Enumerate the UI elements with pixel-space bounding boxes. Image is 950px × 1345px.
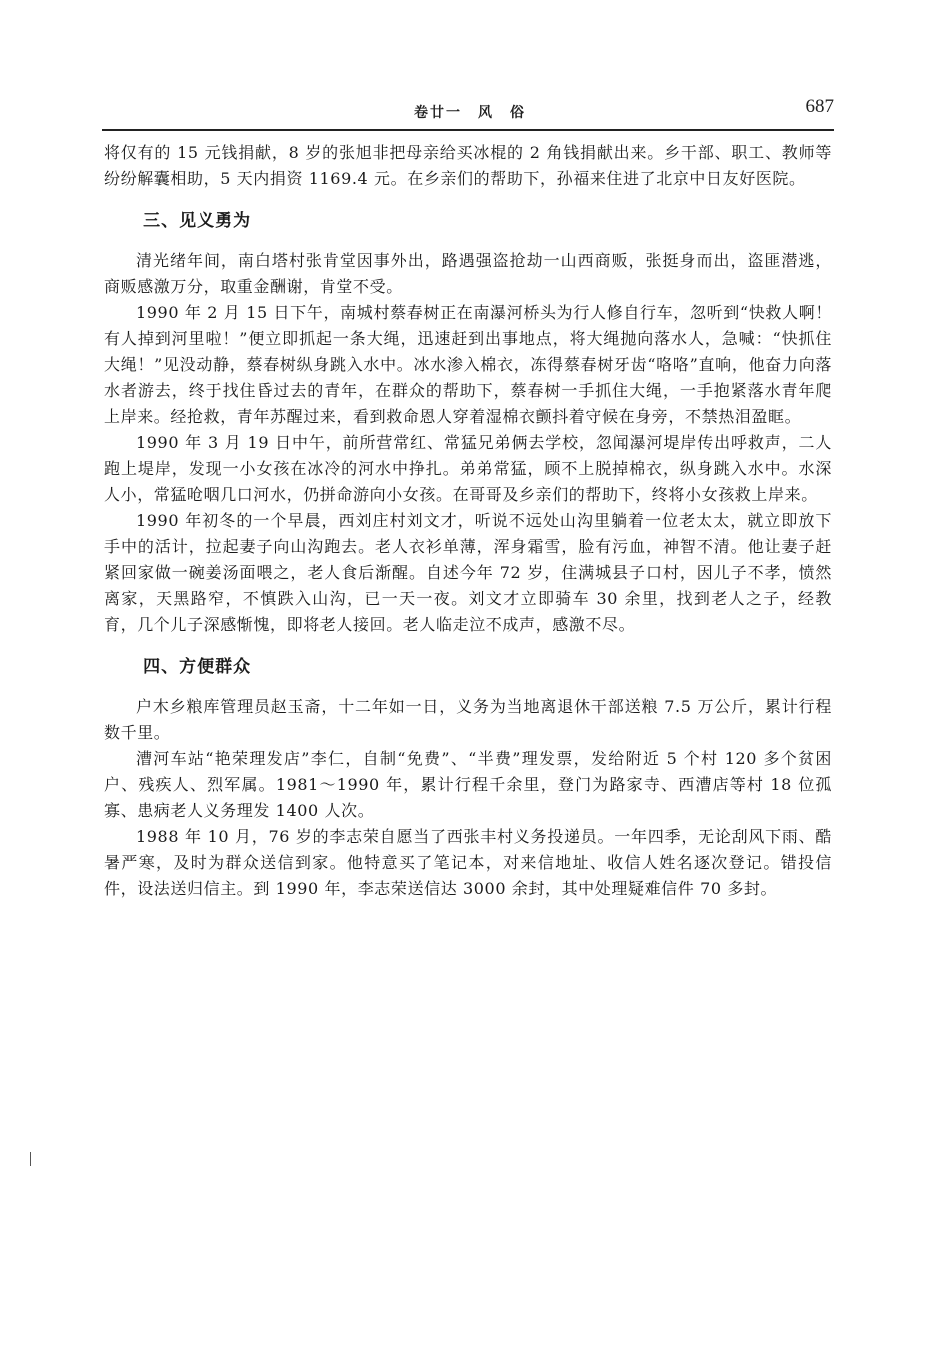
section-heading-3: 三、见义勇为: [143, 211, 252, 231]
running-header: [104, 96, 834, 126]
section3-paragraph-1: 清光绪年间，南白塔村张肯堂因事外出，路遇强盗抢劫一山西商贩，张挺身而出，盗匪潜逃，商贩感激万分，取重金酬谢，肯堂不受。: [104, 251, 832, 296]
section3-paragraph-3: 1990 年 3 月 19 日中午，前所营常红、常猛兄弟俩去学校，忽闻瀑河堤岸传出呼救声，二人跑上堤岸，发现一小女孩在冰冷的河水中挣扎。弟弟常猛，顾不上脱掉棉衣，纵身跳入水中。水深人小，常猛呛咽几口河水，仍拼命游向小女孩。在哥哥及乡亲们的帮助下，终将小女孩救上岸来。: [104, 433, 832, 504]
header-rule: [102, 129, 834, 131]
running-title: 卷廿一 风 俗: [414, 105, 526, 121]
body-text: [104, 140, 832, 902]
section3-paragraph-4: 1990 年初冬的一个早晨，西刘庄村刘文才，听说不远处山沟里躺着一位老太太，就立即放下手中的活计，拉起妻子向山沟跑去。老人衣衫单薄，浑身霜雪，脸有污血，神智不清。他让妻子赶紧回家做一碗姜汤面喂之，老人食后渐醒。自述今年 72 岁，住满城县子口村，因儿子不孝，愤然离家，天黑路窄，不慎跌入山沟，已一天一夜。刘文才立即骑车 30 余里，找到老人之子，经教育，几个儿子深感惭愧，即将老人接回。老人临走泣不成声，感激不尽。: [104, 511, 832, 634]
section4-paragraph-3: 1988 年 10 月，76 岁的李志荣自愿当了西张丰村义务投递员。一年四季，无论刮风下雨、酷暑严寒，及时为群众送信到家。他特意买了笔记本，对来信地址、收信人姓名逐次登记。错投信件，设法送归信主。到 1990 年，李志荣送信达 3000 余封，其中处理疑难信件 70 多封。: [104, 827, 832, 898]
section-heading-4: 四、方便群众: [143, 657, 252, 677]
page-number: 687: [805, 96, 834, 117]
continuation-paragraph: 将仅有的 15 元钱捐献，8 岁的张旭非把母亲给买冰棍的 2 角钱捐献出来。乡干部、职工、教师等纷纷解囊相助，5 天内捐资 1169.4 元。在乡亲们的帮助下，孙福来住进了北京中日友好医院。: [104, 143, 832, 188]
scan-margin-mark: [30, 1152, 31, 1166]
section4-paragraph-2: 漕河车站“艳荣理发店”李仁，自制“免费”、“半费”理发票，发给附近 5 个村 120 多个贫困户、残疾人、烈军属。1981～1990 年，累计行程千余里，登门为路家寺、西漕店等村 18 位孤寡、患病老人义务理发 1400 人次。: [104, 749, 832, 820]
section4-paragraph-1: 户木乡粮库管理员赵玉斋，十二年如一日，义务为当地离退休干部送粮 7.5 万公斤，累计行程数千里。: [104, 697, 832, 742]
section3-paragraph-2: 1990 年 2 月 15 日下午，南城村蔡春树正在南瀑河桥头为行人修自行车，忽听到“快救人啊！有人掉到河里啦！”便立即抓起一条大绳，迅速赶到出事地点，将大绳抛向落水人，急喊：“快抓住大绳！”见没动静，蔡春树纵身跳入水中。冰水渗入棉衣，冻得蔡春树牙齿“咯咯”直响，他奋力向落水者游去，终于找住昏过去的青年，在群众的帮助下，蔡春树一手抓住大绳，一手抱紧落水青年爬上岸来。经抢救，青年苏醒过来，看到救命恩人穿着湿棉衣颤抖着守候在身旁，不禁热泪盈眶。: [104, 303, 832, 426]
